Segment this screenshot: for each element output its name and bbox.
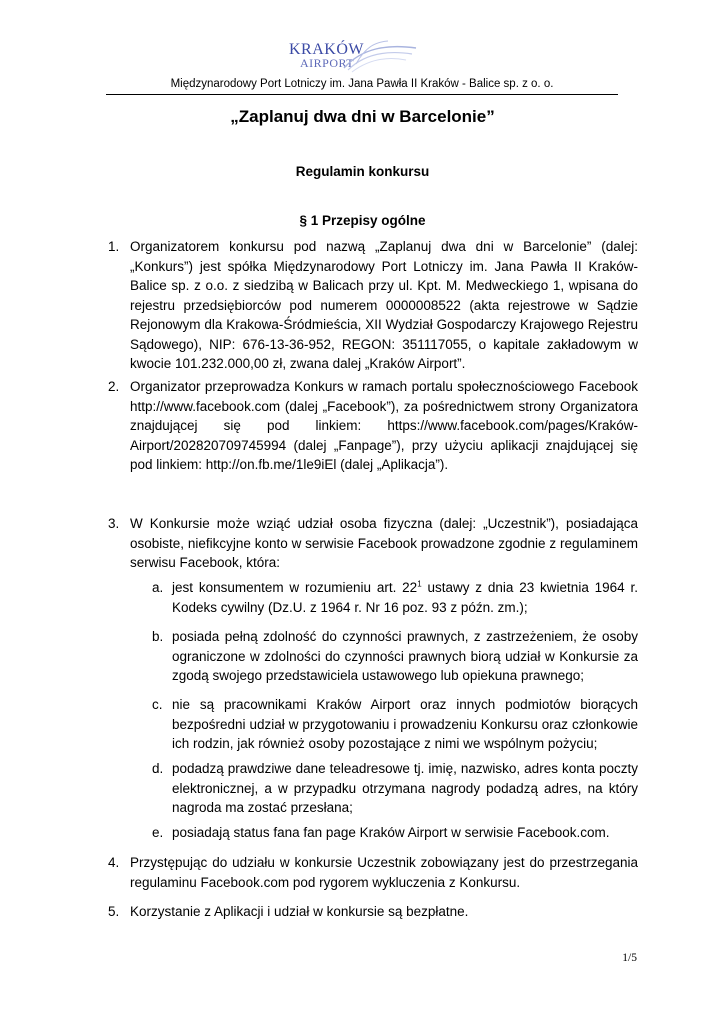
- sub-item-text: jest konsumentem w rozumieniu art. $22^1$ ustawy z dnia 23 kwietnia 1964 r. Kodeks cywilny (Dz.U. z 1964 r. Nr 16 poz. 93 z późn. zm.);: [172, 579, 638, 615]
- document-subtitle: Regulamin konkursu: [295, 164, 430, 179]
- list-item-text: Przystępując do udziału w konkursie Uczestnik zobowiązany jest do przestrzegania regulaminu Facebook.com pod rygorem wykluczenia z Konkursu.: [130, 855, 638, 890]
- sub-item-text: nie są pracownikami Kraków Airport oraz innych podmiotów biorących bezpośredni udział w przygotowaniu i prowadzeniu Konkursu oraz członkowie ich rodzin, jak również osoby pozostające z nimi we wspólnym pożyciu;: [172, 697, 638, 751]
- list-item-number: 1.: [108, 239, 120, 254]
- list-item-text: Organizator przeprowadza Konkurs w ramach portalu społecznościowego Facebook http://www.facebook.com (dalej „Facebook”), za pośrednictwem strony Organizatora znajdującej się pod linkiem: https://www.facebook.com/pages/Kraków-Airport/202820709745994 (dalej „Fanpage”), przy użyciu aplikacji znajdującej się pod linkiem: http://on.fb.me/1le9iEl (dalej „Aplikacja”).: [130, 379, 638, 472]
- sub-item-label: c.: [152, 697, 163, 712]
- page-number: 1/5: [622, 952, 637, 964]
- document-title: „Zaplanuj dwa dni w Barcelonie”: [230, 107, 495, 126]
- list-item-number: 2.: [108, 379, 120, 394]
- list-item-number: 4.: [108, 855, 120, 870]
- sub-item-label: d.: [152, 761, 164, 776]
- logo-wing-icon: [342, 38, 418, 74]
- list-item-text: W Konkursie może wziąć udział osoba fizyczna (dalej: „Uczestnik”), posiadająca osobiste, niefikcyjne konto w serwisie Facebook prowadzone zgodnie z regulaminem serwisu Facebook, która:: [130, 516, 638, 570]
- sub-item-label: a.: [152, 580, 164, 595]
- sub-item-text: posiadają status fana fan page Kraków Airport w serwisie Facebook.com.: [172, 825, 610, 840]
- sub-item-label: b.: [152, 629, 164, 644]
- header-divider: [106, 94, 618, 95]
- list-item-number: 3.: [108, 516, 120, 531]
- sub-item-text: podadzą prawdziwe dane teleadresowe tj. imię, nazwisko, adres konta poczty elektronicznej, a w przypadku otrzymana nagrody podadzą adres, na który nagroda ma zostać przesłana;: [172, 761, 638, 815]
- list-item-text: Korzystanie z Aplikacji i udział w konkursie są bezpłatne.: [130, 904, 469, 919]
- sub-item-label: e.: [152, 825, 164, 840]
- sub-item-text: posiada pełną zdolność do czynności prawnych, z zastrzeżeniem, że osoby ograniczone w zdolności do czynności prawnych biorą udział w Konkursie za zgodą swojego przedstawiciela ustawowego lub opiekuna prawnego;: [172, 629, 638, 683]
- section-heading: § 1 Przepisy ogólne: [299, 213, 426, 228]
- company-header: Międzynarodowy Port Lotniczy im. Jana Pawła II Kraków - Balice sp. z o. o.: [170, 78, 554, 90]
- logo-word-krakow: KRAKÓW: [289, 41, 364, 58]
- list-item-text: Organizatorem konkursu pod nazwą „Zaplanuj dwa dni w Barcelonie” (dalej: „Konkurs”) jest spółka Międzynarodowy Port Lotniczy im. Jana Pawła II Kraków-Balice sp. z o.o. z siedzibą w Balicach przy ul. Kpt. M. Medweckiego 1, wpisana do rejestru przedsiębiorców pod numerem 0000008522 (akta rejestrowe w Sądzie Rejonowym dla Krakowa-Śródmieścia, XII Wydział Gospodarczy Krajowego Rejestru Sądowego), NIP: 676-13-36-952, REGON: 351117055, o kapitale zakładowym w kwocie 101.232.000,00 zł, zwana dalej „Kraków Airport”.: [130, 239, 638, 371]
- krakow-airport-logo: [262, 38, 418, 74]
- logo-word-airport: AIRPORT: [300, 56, 355, 70]
- list-item-number: 5.: [108, 904, 120, 919]
